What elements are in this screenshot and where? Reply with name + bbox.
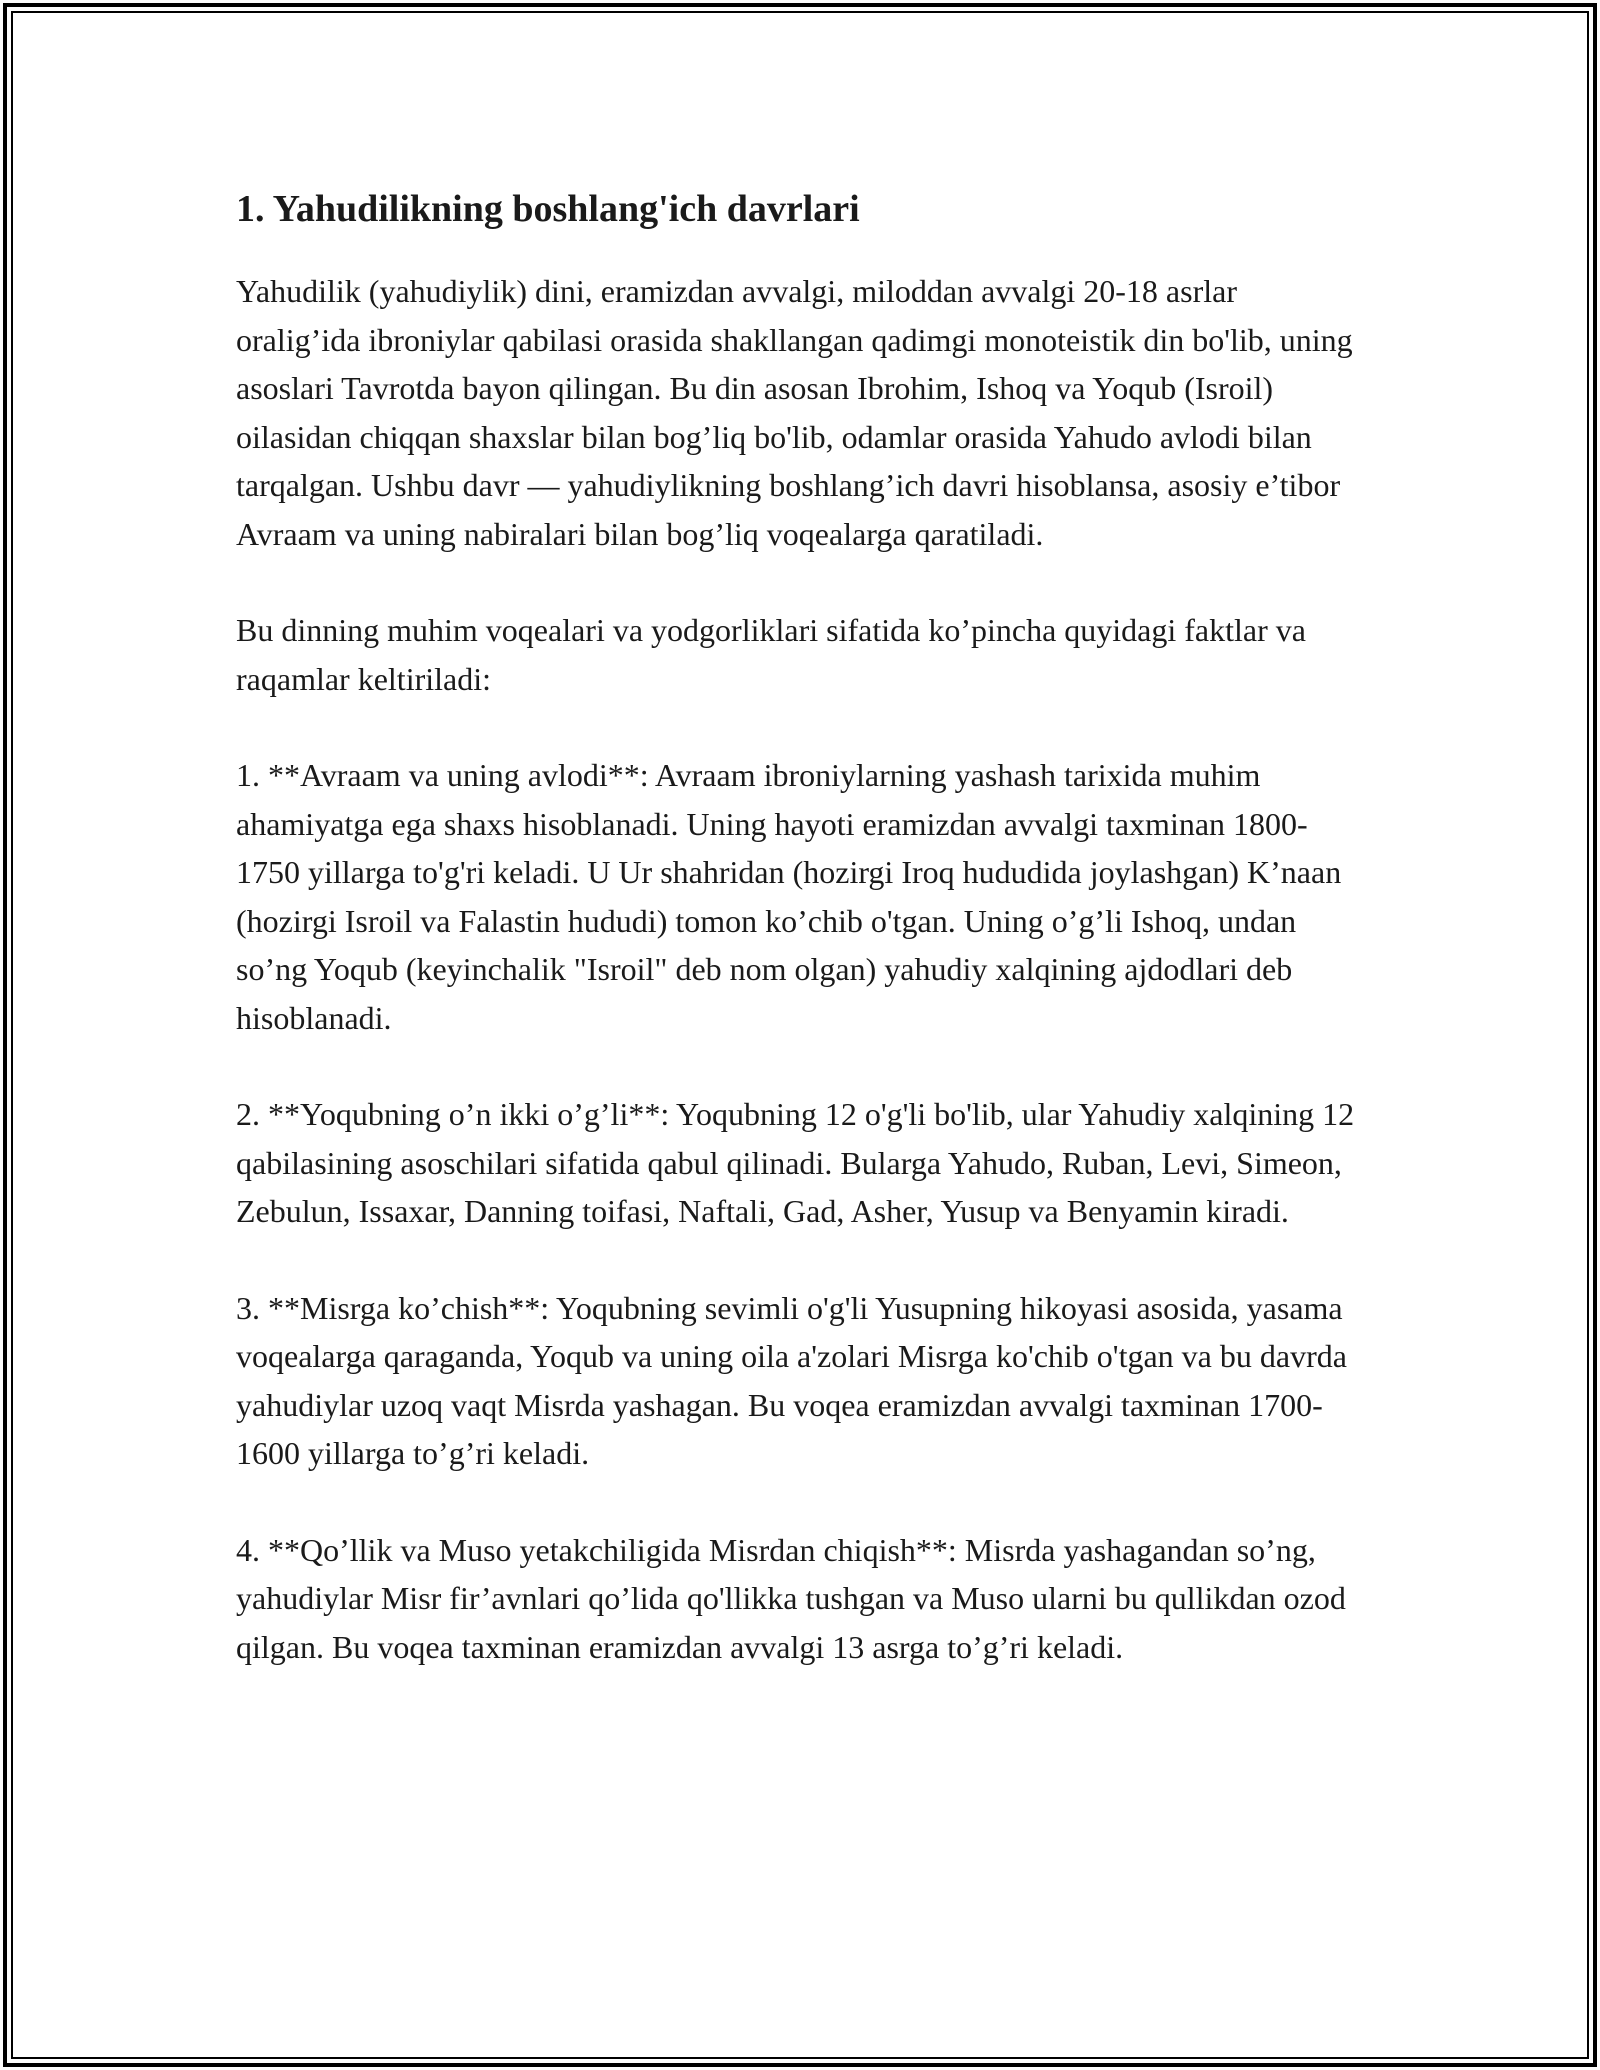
paragraph-item-4: 4. **Qo’llik va Muso yetakchiligida Misrdan chiqish**: Misrda yashagandan so’ng, yahudiylar Misr fir’avnlari qo’lida qo'llikka tushgan va Muso ularni bu qullikdan ozod qilgan. Bu voqea taxminan eramizdan avvalgi 13 asrga to’g’ri keladi.	[236, 1531, 1346, 1665]
paragraph-item-2: 2. **Yoqubning o’n ikki o’g’li**: Yoqubning 12 o'g'li bo'lib, ular Yahudiy xalqining 12 qabilasining asoschilari sifatida qabul qilinadi. Bularga Yahudo, Ruban, Levi, Simeon, Zebulun, Issaxar, Danning toifasi, Naftali, Gad, Asher, Yusup va Benyamin kiradi.	[236, 1096, 1355, 1229]
section-heading: 1. Yahudilikning boshlang'ich davrlari	[236, 188, 860, 230]
paragraph-item-1: 1. **Avraam va uning avlodi**: Avraam ibroniylarning yashash tarixida muhim ahamiyatga ega shaxs hisoblanadi. Uning hayoti eramizdan avvalgi taxminan 1800-1750 yillarga to'g'ri keladi. U Ur shahridan (hozirgi Iroq hududida joylashgan) K’naan (hozirgi Isroil va Falastin hududi) tomon ko’chib o'tgan. Uning o’g’li Ishoq, undan so’ng Yoqub (keyinchalik "Isroil" deb nom olgan) yahudiy xalqining ajdodlari deb hisoblanadi.	[236, 757, 1342, 1036]
paragraph-facts-intro: Bu dinning muhim voqealari va yodgorliklari sifatida ko’pincha quyidagi faktlar va raqamlar keltiriladi:	[236, 612, 1306, 697]
paragraph-intro: Yahudilik (yahudiylik) dini, eramizdan avvalgi, miloddan avvalgi 20-18 asrlar oralig’ida ibroniylar qabilasi orasida shakllangan qadimgi monoteistik din bo'lib, uning asoslari Tavrotda bayon qilingan. Bu din asosan Ibrohim, Ishoq va Yoqub (Isroil) oilasidan chiqqan shaxslar bilan bog’liq bo'lib, odamlar orasida Yahudo avlodi bilan tarqalgan. Ushbu davr — yahudiylikning boshlang’ich davri hisoblansa, asosiy e’tibor Avraam va uning nabiralari bilan bog’liq voqealarga qaratiladi.	[236, 273, 1353, 552]
document-body	[236, 185, 1366, 1719]
paragraph-item-3: 3. **Misrga ko’chish**: Yoqubning sevimli o'g'li Yusupning hikoyasi asosida, yasama voqealarga qaraganda, Yoqub va uning oila a'zolari Misrga ko'chib o'tgan va bu davrda yahudiylar uzoq vaqt Misrda yashagan. Bu voqea eramizdan avvalgi taxminan 1700-1600 yillarga to’g’ri keladi.	[236, 1289, 1347, 1471]
